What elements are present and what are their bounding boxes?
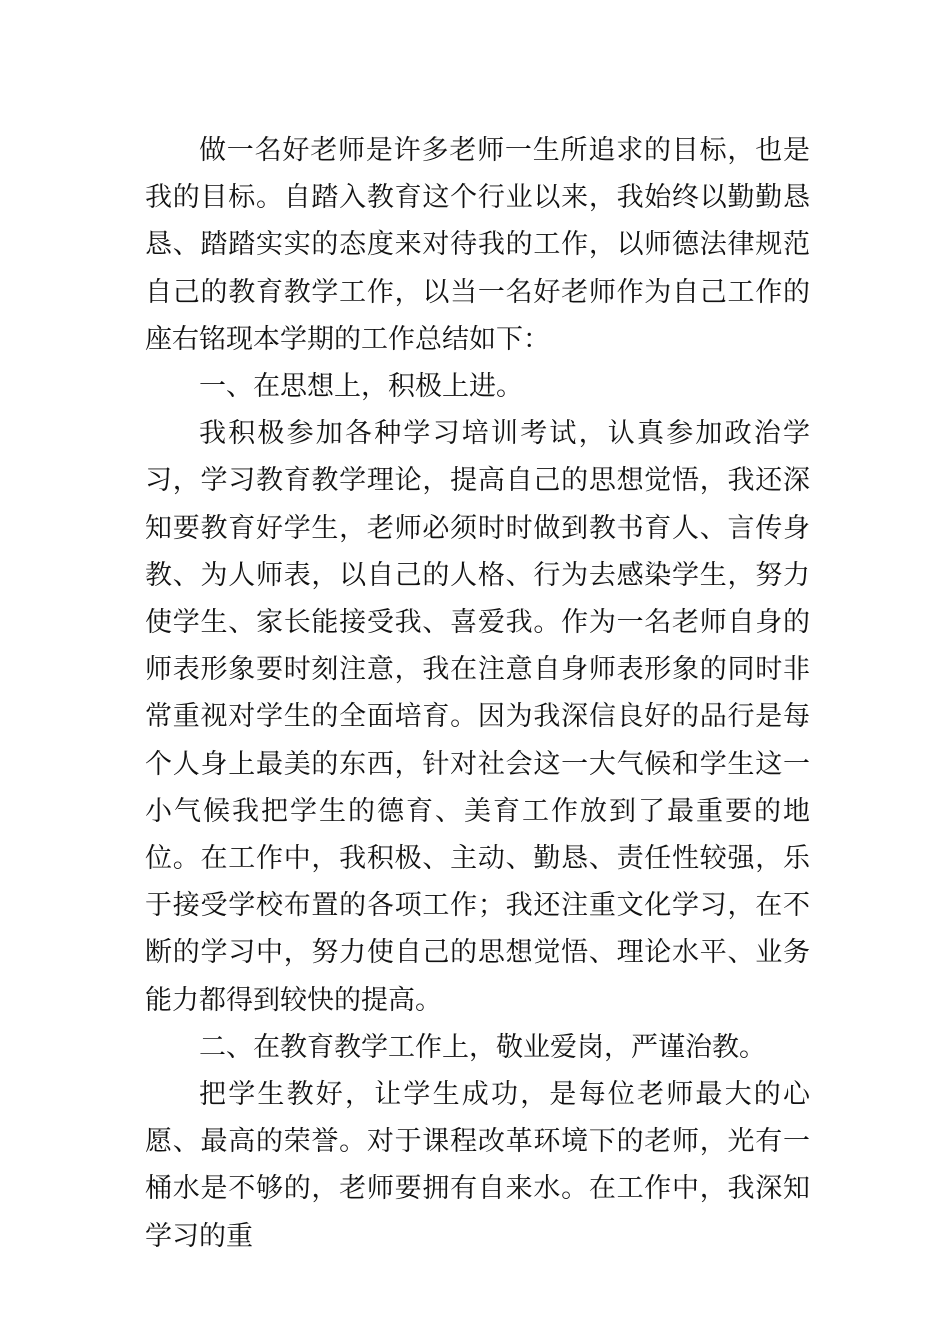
section-2-paragraph: 把学生教好，让学生成功，是每位老师最大的心愿、最高的荣誉。对于课程改革环境下的老师，光有一桶水是不够的，老师要拥有自来水。在工作中，我深知学习的重 <box>145 1079 810 1252</box>
document-body <box>145 127 810 1260</box>
section-heading-1: 一、在思想上，积极上进。 <box>199 371 523 403</box>
intro-paragraph: 做一名好老师是许多老师一生所追求的目标，也是我的目标。自踏入教育这个行业以来，我始终以勤勤恳恳、踏踏实实的态度来对待我的工作，以师德法律规范自己的教育教学工作，以当一名好老师作为自己工作的座右铭现本学期的工作总结如下： <box>145 135 810 355</box>
section-heading-2: 二、在教育教学工作上，敬业爱岗，严谨治教。 <box>199 1031 766 1063</box>
section-1-paragraph: 我积极参加各种学习培训考试，认真参加政治学习，学习教育教学理论，提高自己的思想觉悟，我还深知要教育好学生，老师必须时时做到教书育人、言传身教、为人师表，以自己的人格、行为去感染学生，努力使学生、家长能接受我、喜爱我。作为一名老师自身的师表形象要时刻注意，我在注意自身师表形象的同时非常重视对学生的全面培育。因为我深信良好的品行是每个人身上最美的东西，针对社会这一大气候和学生这一小气候我把学生的德育、美育工作放到了最重要的地位。在工作中，我积极、主动、勤恳、责任性较强，乐于接受学校布置的各项工作；我还注重文化学习，在不断的学习中，努力使自己的思想觉悟、理论水平、业务能力都得到较快的提高。 <box>145 418 810 1016</box>
